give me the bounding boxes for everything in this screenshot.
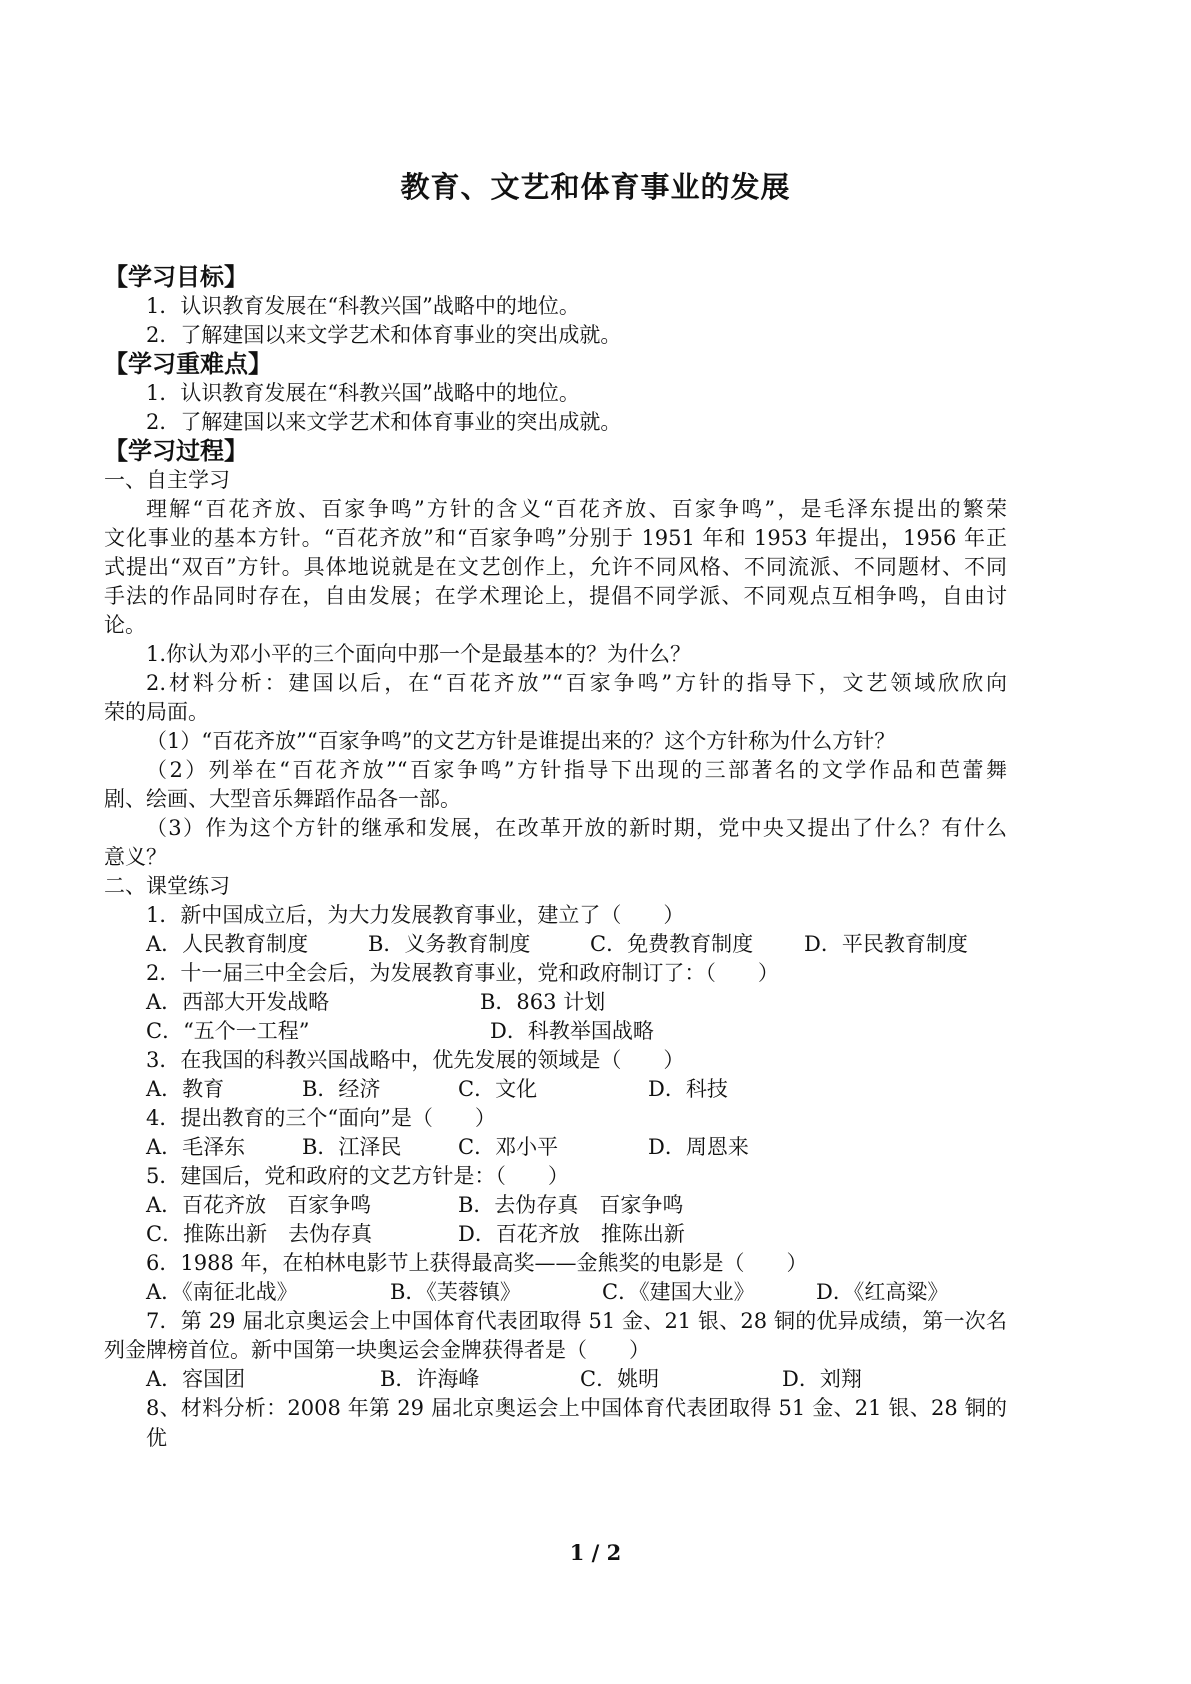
exercise-option: D．《红高粱》 xyxy=(816,1280,949,1304)
exercise-option: B．863 计划 xyxy=(480,990,606,1014)
para-line: 论。 xyxy=(104,613,146,637)
exercise-option: D．科技 xyxy=(648,1077,728,1101)
exercise-option: A．毛泽东 xyxy=(146,1135,246,1159)
exercise-option: A．教育 xyxy=(146,1077,225,1101)
question-2-line: 荣的局面。 xyxy=(104,700,209,724)
exercise-option: D．百花齐放 推陈出新 xyxy=(458,1222,685,1246)
sub-question-3-line: （3）作为这个方针的继承和发展，在改革开放的新时期，党中央又提出了什么？有什么 xyxy=(146,816,1007,840)
exercise-stem: 1．新中国成立后，为大力发展教育事业，建立了（ ） xyxy=(146,903,685,927)
page-number: 1 / 2 xyxy=(569,1540,622,1565)
process-heading: 【学习过程】 xyxy=(104,437,248,465)
para-line: 文化事业的基本方针。“百花齐放”和“百家争鸣”分别于 1951 年和 1953 年提出，1956 年正 xyxy=(104,526,1007,550)
exercise-option: C．推陈出新 去伪存真 xyxy=(146,1222,373,1246)
exercise-option: B．江泽民 xyxy=(302,1135,402,1159)
objectives-heading: 【学习目标】 xyxy=(104,263,248,291)
para-line: 手法的作品同时存在，自由发展；在学术理论上，提倡不同学派、不同观点互相争鸣，自由讨 xyxy=(104,584,1007,608)
exercise-option: A．人民教育制度 xyxy=(146,932,309,956)
exercise-stem: 列金牌榜首位。新中国第一块奥运会金牌获得者是（ ） xyxy=(104,1338,650,1362)
exercise-option: B．《芙蓉镇》 xyxy=(390,1280,521,1304)
exercise-stem: 7．第 29 届北京奥运会上中国体育代表团取得 51 金、21 银、28 铜的优异成绩，第一次名 xyxy=(146,1309,1007,1333)
sub-question-3-line: 意义？ xyxy=(104,845,167,869)
page-title: 教育、文艺和体育事业的发展 xyxy=(400,170,791,204)
exercise-option: A．容国团 xyxy=(146,1367,246,1391)
objective-item: 1．认识教育发展在“科教兴国”战略中的地位。 xyxy=(146,294,580,318)
exercise-option: A．西部大开发战略 xyxy=(146,990,330,1014)
exercise-stem: 2．十一届三中全会后，为发展教育事业，党和政府制订了：（ ） xyxy=(146,961,779,985)
exercise-option: C．姚明 xyxy=(580,1367,660,1391)
sub-question-1: （1）“百花齐放”“百家争鸣”的文艺方针是谁提出来的？这个方针称为什么方针？ xyxy=(146,729,896,753)
question-1: 1.你认为邓小平的三个面向中那一个是最基本的？为什么？ xyxy=(146,642,692,666)
question-2-line: 2.材料分析：建国以后，在“百花齐放”“百家争鸣”方针的指导下，文艺领域欣欣向 xyxy=(146,671,1007,695)
exercise-option: B．经济 xyxy=(302,1077,381,1101)
para-line: 式提出“双百”方针。具体地说就是在文艺创作上，允许不同风格、不同流派、不同题材、不同 xyxy=(104,555,1007,579)
exercise-stem: 8、材料分析：2008 年第 29 届北京奥运会上中国体育代表团取得 51 金、21 银、28 铜的优 xyxy=(146,1396,1007,1450)
exercise-option: C．邓小平 xyxy=(458,1135,559,1159)
exercise-stem: 3．在我国的科教兴国战略中，优先发展的领域是（ ） xyxy=(146,1048,685,1072)
exercise-stem: 5．建国后，党和政府的文艺方针是：（ ） xyxy=(146,1164,569,1188)
section1-heading: 一、自主学习 xyxy=(104,468,230,492)
exercise-option: D．平民教育制度 xyxy=(804,932,968,956)
exercise-option: B．去伪存真 百家争鸣 xyxy=(458,1193,684,1217)
exercise-option: C．文化 xyxy=(458,1077,538,1101)
sub-question-2-line: （2）列举在“百花齐放”“百家争鸣”方针指导下出现的三部著名的文学作品和芭蕾舞 xyxy=(146,758,1007,782)
exercise-option: B．义务教育制度 xyxy=(368,932,531,956)
exercise-option: C．《建国大业》 xyxy=(602,1280,755,1304)
key-point-item: 2．了解建国以来文学艺术和体育事业的突出成就。 xyxy=(146,410,622,434)
key-point-item: 1．认识教育发展在“科教兴国”战略中的地位。 xyxy=(146,381,580,405)
sub-question-2-line: 剧、绘画、大型音乐舞蹈作品各一部。 xyxy=(104,787,461,811)
section2-heading: 二、课堂练习 xyxy=(104,874,230,898)
exercise-option: D．刘翔 xyxy=(782,1367,862,1391)
exercise-option: D．周恩来 xyxy=(648,1135,749,1159)
key-points-heading: 【学习重难点】 xyxy=(104,350,272,378)
exercise-option: C．免费教育制度 xyxy=(590,932,754,956)
exercise-option: A．《南征北战》 xyxy=(146,1280,298,1304)
objective-item: 2．了解建国以来文学艺术和体育事业的突出成就。 xyxy=(146,323,622,347)
exercise-option: B．许海峰 xyxy=(380,1367,480,1391)
exercise-stem: 4．提出教育的三个“面向”是（ ） xyxy=(146,1106,496,1130)
exercise-option: C．“五个一工程” xyxy=(146,1019,310,1043)
exercise-option: D．科教举国战略 xyxy=(490,1019,654,1043)
exercise-option: A．百花齐放 百家争鸣 xyxy=(146,1193,372,1217)
para-line: 理解“百花齐放、百家争鸣”方针的含义“百花齐放、百家争鸣”，是毛泽东提出的繁荣 xyxy=(146,497,1007,521)
exercise-stem: 6．1988 年，在柏林电影节上获得最高奖——金熊奖的电影是（ ） xyxy=(146,1251,808,1275)
